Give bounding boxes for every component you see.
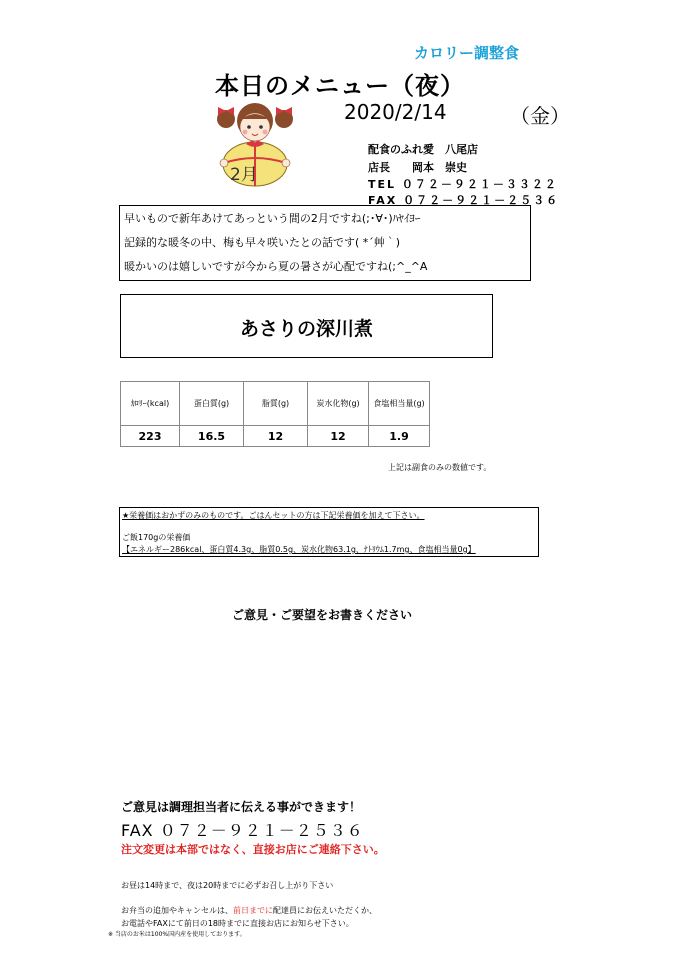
shop-manager: 店長 岡本 崇史 [368,161,467,174]
table-cell: 1.9 [369,426,430,447]
cancel-suffix: 配達員にお伝えいただくか、 [273,906,377,915]
rice-nutrition-box [119,507,539,557]
nutrition-table [120,381,430,447]
rice-values: 【エネルギー286kcal、蛋白質4.3g、脂質0.5g、炭水化物63.1g、ﾅﾄﾘｳﾑ1.7mg、食塩相当量0g】 [122,545,476,554]
menu-weekday: （金） [510,104,570,128]
nutrition-note: 上記は副食のみの数値です。 [388,463,492,472]
shop-fax: FAX ０７２－９２１－２５３６ [368,194,560,207]
message-line: 暖かいのは嬉しいですが今から夏の暑さが心配ですね(;^_^A [124,260,428,273]
table-cell: 223 [121,426,180,447]
message-box [119,205,531,281]
cancel-note [121,905,377,916]
dish-name: あさりの深川煮 [239,318,373,340]
request-heading: ご意見・ご要望をお書きください [232,608,413,622]
footer-fax: FAX ０７２－９２１－２５３６ [121,821,364,840]
table-header-cell: 食塩相当量(g) [369,382,430,426]
rice-origin-note: ※ 当店のお米は100%国内産を使用しております。 [108,931,246,938]
order-change-warning: 注文変更は本部ではなく、直接お店にご連絡下さい。 [121,843,385,856]
shop-tel: TEL ０７２－９２１－３３２２ [368,178,558,191]
cancel-prefix: お弁当の追加やキャンセルは、 [121,906,233,915]
month-badge: 2月 [230,165,258,185]
rice-note: ★栄養価はおかずのみのものです。ごはんセットの方は下記栄養価を加えて下さい。 [122,511,425,520]
eating-deadline: お昼は14時まで、夜は20時までに必ずお召し上がり下さい [121,881,334,890]
dish-box [120,294,493,358]
cancel-deadline: 前日までに [233,906,273,915]
table-header-cell: ｶﾛﾘｰ(kcal) [121,382,180,426]
table-row [121,426,430,447]
opinion-note: ご意見は調理担当者に伝える事ができます！ [121,800,362,814]
table-cell: 12 [244,426,308,447]
table-cell: 16.5 [180,426,244,447]
phone-note: お電話やFAXにて前日の18時までに直接お店にお知らせ下さい。 [121,919,354,928]
table-header-cell: 蛋白質(g) [180,382,244,426]
menu-category: カロリー調整食 [414,44,520,62]
table-header-cell: 脂質(g) [244,382,308,426]
table-header-row [121,382,430,426]
page-title: 本日のメニュー（夜） [215,72,465,100]
table-cell: 12 [308,426,369,447]
rice-heading: ご飯170gの栄養価 [122,533,191,542]
message-line: 記録的な暖冬の中、梅も早々咲いたとの話です( *´艸｀) [124,236,401,249]
table-header-cell: 炭水化物(g) [308,382,369,426]
menu-date: 2020/2/14 [344,100,447,124]
message-line: 早いもので新年あけてあっという間の2月ですね(;･∀･)ﾊﾔｲﾖｰ [124,212,421,225]
shop-name: 配食のふれ愛 八尾店 [368,143,478,156]
